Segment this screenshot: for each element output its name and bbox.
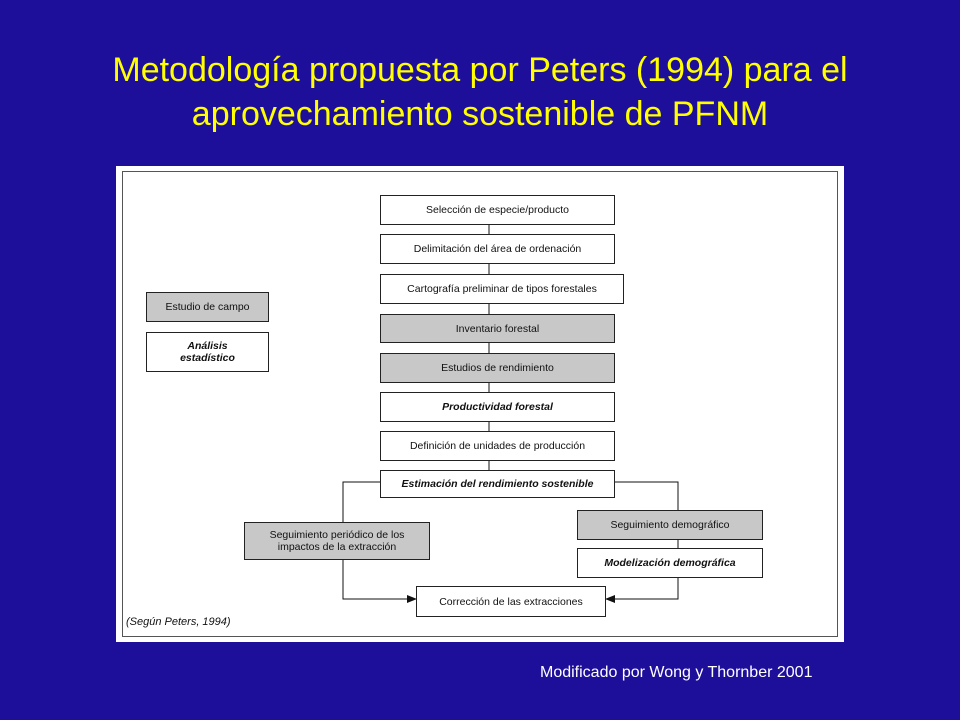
step-production-units: Definición de unidades de producción [380, 431, 615, 461]
branch-demographic-modeling: Modelización demográfica [577, 548, 763, 578]
step-preliminary-mapping: Cartografía preliminar de tipos forestales [380, 274, 624, 304]
step-area-delimitation: Delimitación del área de ordenación [380, 234, 615, 264]
step-sustainable-yield: Estimación del rendimiento sostenible [380, 470, 615, 498]
connector-right-to-final [606, 578, 678, 599]
branch-extraction-impact-monitoring: Seguimiento periódico de los impactos de la extracción [244, 522, 430, 560]
footer-credit: Modificado por Wong y Thornber 2001 [540, 664, 813, 681]
step-extraction-correction: Corrección de las extracciones [416, 586, 606, 617]
step-yield-studies: Estudios de rendimiento [380, 353, 615, 383]
legend-field-study: Estudio de campo [146, 292, 269, 322]
title-line-2: aprovechamiento sostenible de PFNM [191, 95, 769, 133]
step-species-selection: Selección de especie/producto [380, 195, 615, 225]
methodology-diagram [116, 166, 844, 642]
title-line-1: Metodología propuesta por Peters (1994) para el [112, 51, 848, 89]
connector-to-left-branch [343, 482, 380, 522]
step-forest-productivity: Productividad forestal [380, 392, 615, 422]
branch-demographic-monitoring: Seguimiento demográfico [577, 510, 763, 540]
step-forest-inventory: Inventario forestal [380, 314, 615, 343]
connector-to-right-branch [615, 482, 678, 510]
legend-statistical-analysis: Análisis estadístico [146, 332, 269, 372]
source-note: (Según Peters, 1994) [126, 616, 231, 628]
slide-title [0, 48, 960, 136]
connector-left-to-final [343, 560, 416, 599]
